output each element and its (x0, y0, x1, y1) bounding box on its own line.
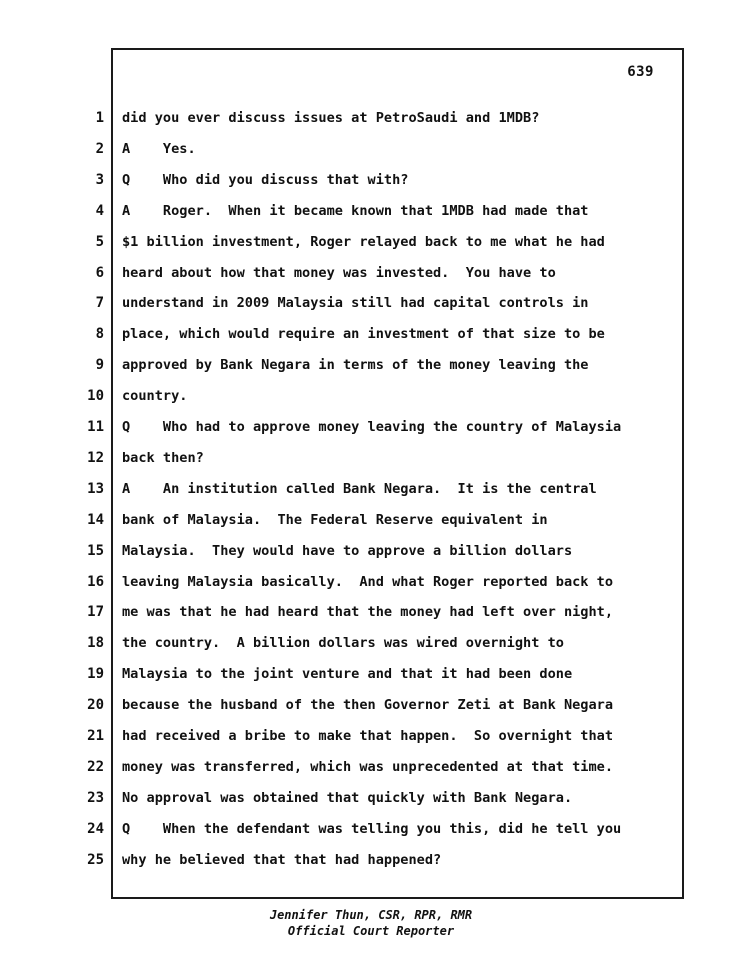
transcript-line (0, 789, 742, 820)
line-text: country. (122, 388, 188, 405)
line-text: money was transferred, which was unprecedented at that time. (122, 758, 614, 775)
line-text: did you ever discuss issues at PetroSaudi and 1MDB? (122, 110, 540, 126)
line-text: because the husband of the then Governor Zeti at Bank Negara (122, 697, 614, 714)
transcript-line (0, 665, 742, 696)
line-text: leaving Malaysia basically. And what Roger reported back to (122, 573, 614, 590)
line-number: 19 (87, 666, 104, 683)
line-number: 10 (87, 388, 104, 405)
line-number: 11 (87, 419, 104, 435)
line-number: 1 (95, 110, 104, 126)
line-number: 5 (95, 233, 104, 250)
line-number: 9 (95, 357, 104, 374)
line-number: 25 (87, 851, 104, 868)
transcript-line (0, 202, 742, 233)
line-text: approved by Bank Negara in terms of the money leaving the (122, 357, 589, 374)
transcript-line (0, 634, 742, 665)
line-text: had received a bribe to make that happen. So overnight that (122, 728, 614, 744)
line-number: 20 (87, 697, 104, 714)
transcript-line (0, 696, 742, 727)
line-text: me was that he had heard that the money had left over night, (122, 604, 614, 621)
line-number: 17 (87, 604, 104, 621)
footer (0, 907, 742, 939)
line-text: bank of Malaysia. The Federal Reserve equivalent in (122, 511, 548, 528)
line-number: 7 (95, 295, 104, 312)
line-text: the country. A billion dollars was wired overnight to (122, 635, 564, 652)
transcript-line (0, 356, 742, 387)
line-text: Q Who had to approve money leaving the country of Malaysia (122, 419, 622, 435)
transcript-line (0, 140, 742, 171)
line-number: 23 (87, 789, 104, 806)
line-text: understand in 2009 Malaysia still had capital controls in (122, 295, 589, 312)
line-number: 6 (95, 264, 104, 281)
transcript-line (0, 449, 742, 480)
reporter-title: Official Court Reporter (287, 924, 455, 938)
line-text: Malaysia. They would have to approve a billion dollars (122, 542, 573, 559)
transcript-line (0, 109, 742, 140)
line-number: 24 (87, 820, 104, 837)
line-text: A An institution called Bank Negara. It is the central (122, 480, 597, 497)
line-text: A Yes. (122, 140, 196, 157)
line-text: No approval was obtained that quickly with Bank Negara. (122, 789, 573, 806)
line-number: 8 (95, 326, 104, 343)
line-text: $1 billion investment, Roger relayed back to me what he had (122, 233, 605, 250)
transcript-line (0, 758, 742, 789)
transcript-line (0, 480, 742, 511)
transcript-line (0, 820, 742, 851)
line-number: 4 (95, 202, 104, 219)
line-text: place, which would require an investment of that size to be (122, 326, 605, 343)
transcript-line (0, 851, 742, 882)
transcript-line (0, 573, 742, 604)
transcript-line (0, 264, 742, 295)
line-number: 15 (87, 542, 104, 559)
line-text: heard about how that money was invested. You have to (122, 264, 556, 281)
transcript-line (0, 418, 742, 449)
transcript-line (0, 294, 742, 325)
line-number: 3 (95, 171, 104, 188)
line-number: 22 (87, 758, 104, 775)
line-number: 16 (87, 573, 104, 590)
line-text: A Roger. When it became known that 1MDB had made that (122, 202, 589, 219)
transcript-line (0, 387, 742, 418)
line-text: Q When the defendant was telling you this, did he tell you (122, 820, 622, 837)
line-number: 2 (95, 140, 104, 157)
transcript-line (0, 171, 742, 202)
page-number: 639 (627, 64, 654, 80)
transcript-line (0, 325, 742, 356)
line-text: Q Who did you discuss that with? (122, 171, 409, 188)
reporter-name: Jennifer Thun, CSR, RPR, RMR (269, 908, 473, 922)
line-text: back then? (122, 449, 204, 466)
transcript-line (0, 233, 742, 264)
line-number: 12 (87, 449, 104, 466)
line-number: 21 (87, 728, 104, 744)
line-text: Malaysia to the joint venture and that it had been done (122, 666, 573, 683)
transcript-line (0, 542, 742, 573)
line-text: why he believed that that had happened? (122, 851, 442, 868)
line-number: 18 (87, 635, 104, 652)
transcript-line (0, 727, 742, 758)
transcript-line (0, 511, 742, 542)
line-number: 13 (87, 480, 104, 497)
line-number: 14 (87, 511, 104, 528)
transcript-line (0, 603, 742, 634)
